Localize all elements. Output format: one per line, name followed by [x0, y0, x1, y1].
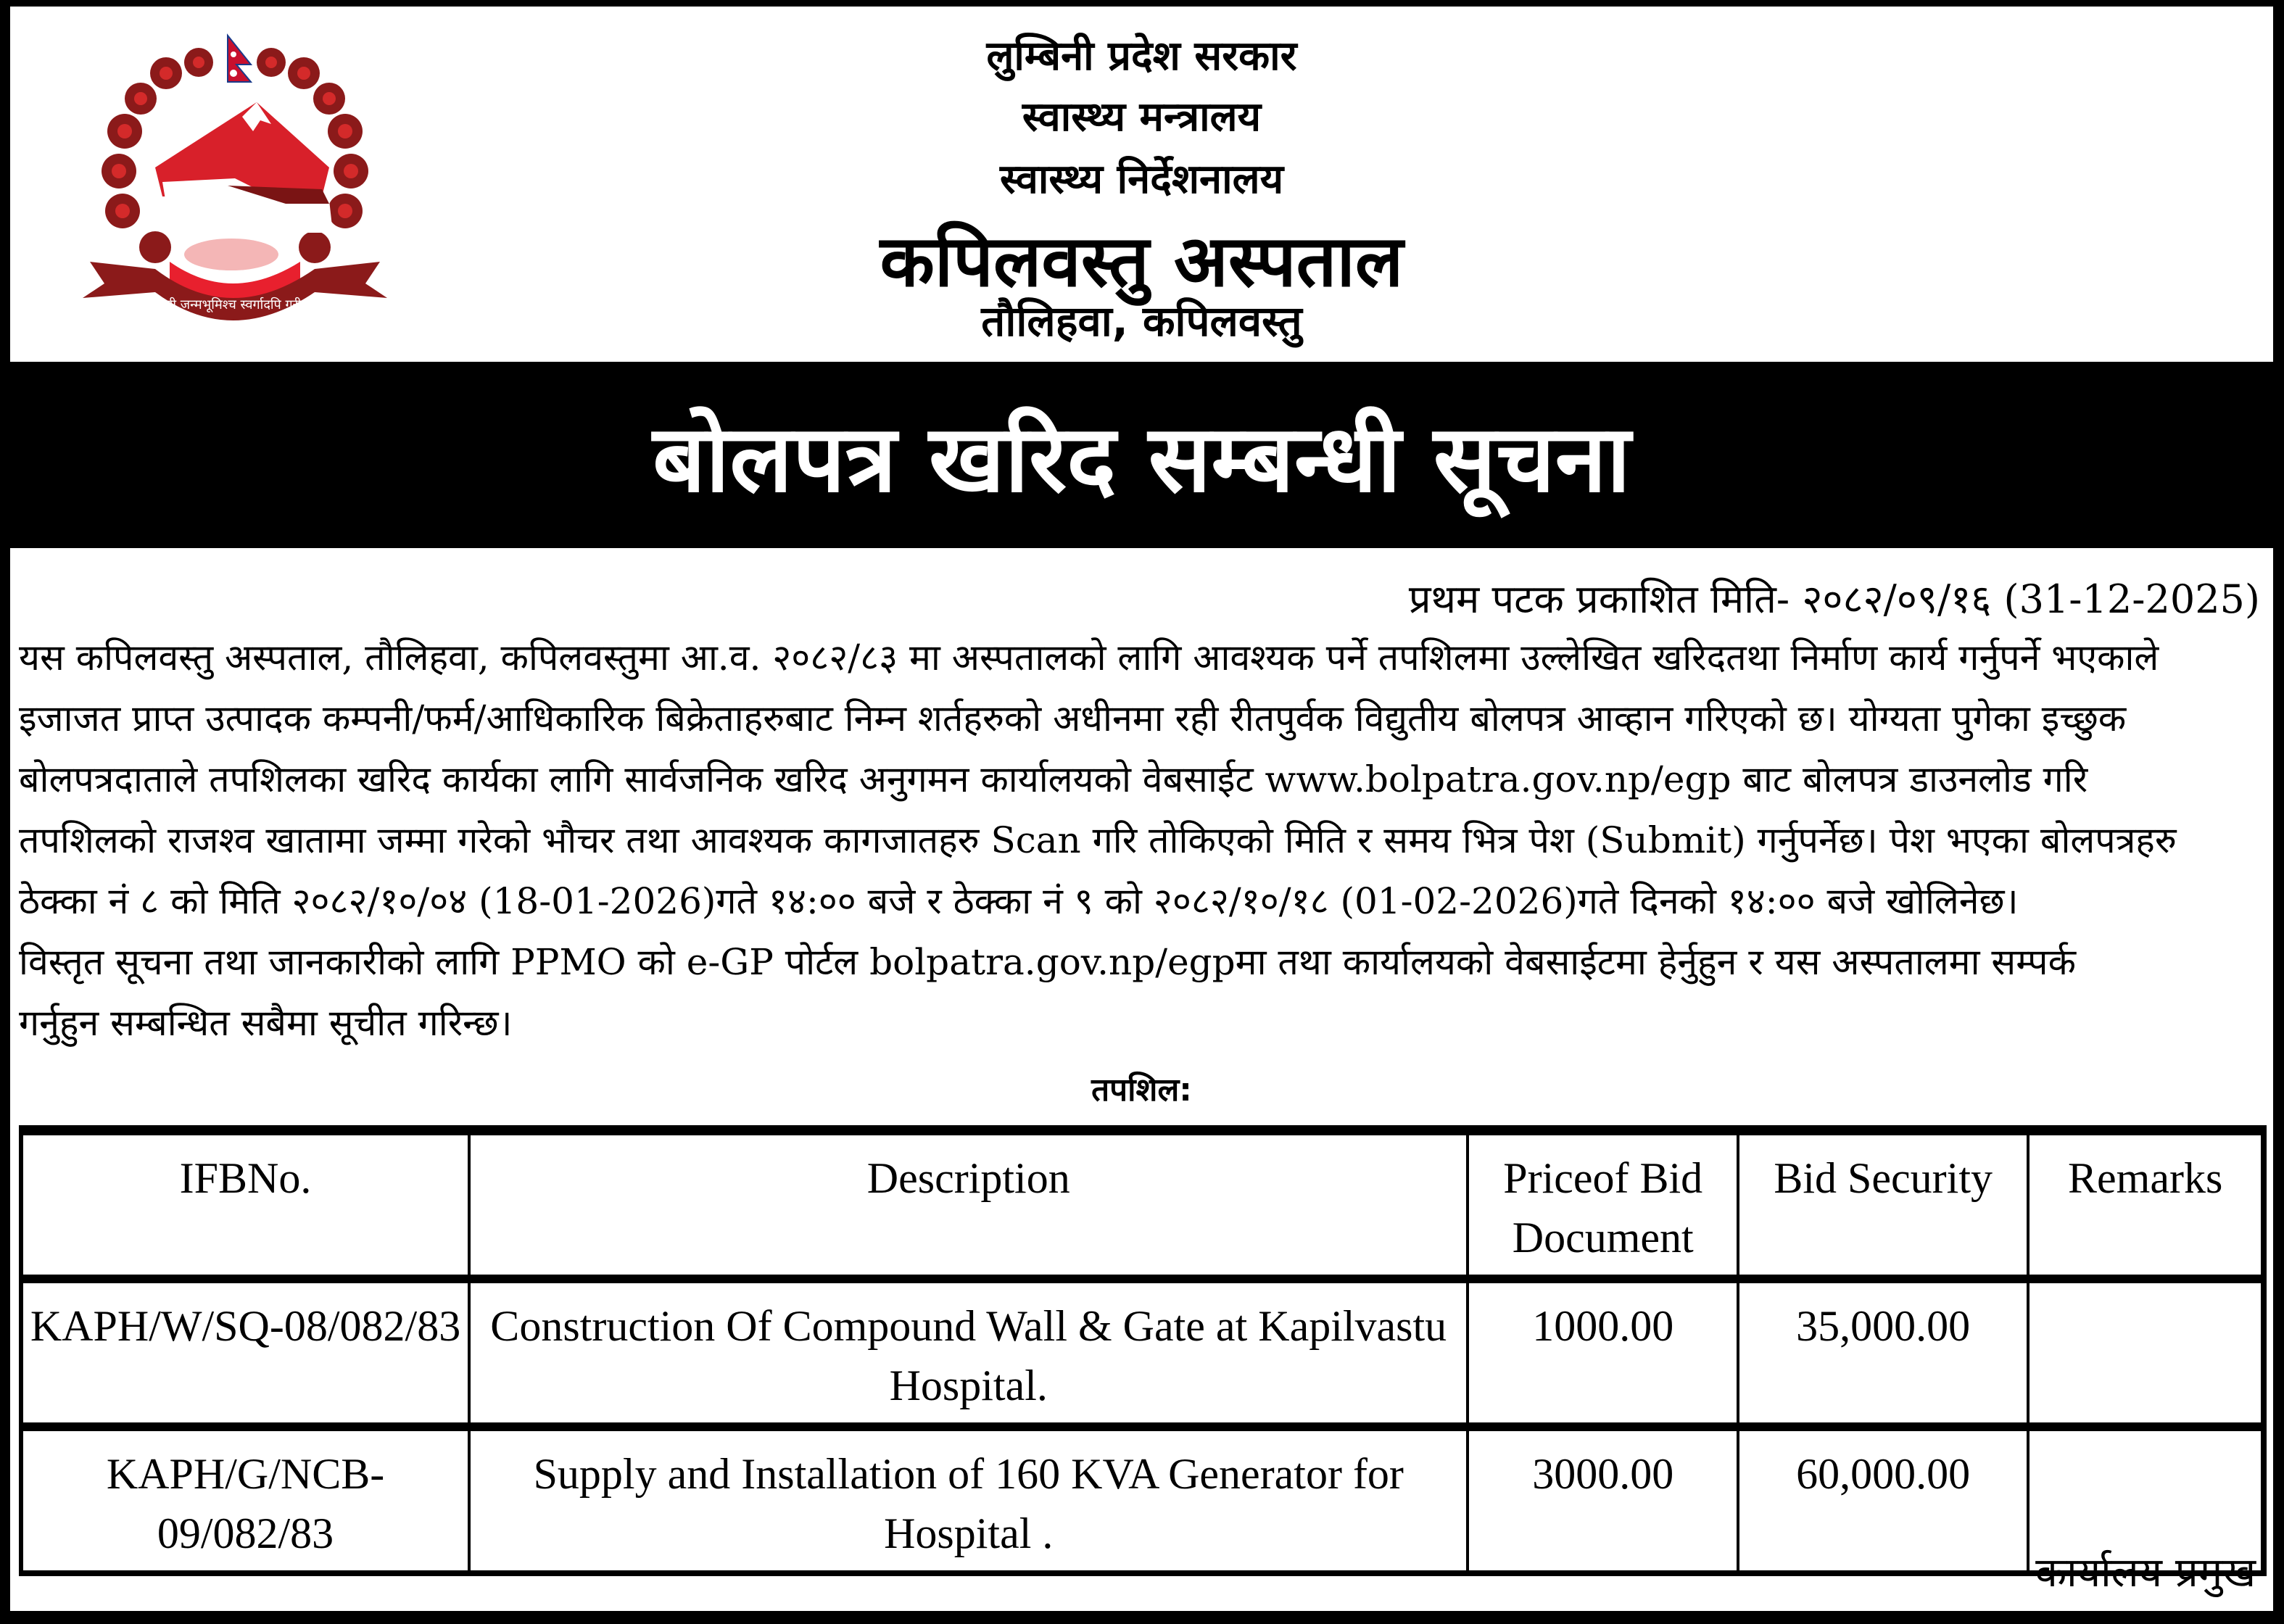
column-header-bid-security: Bid Security: [1738, 1130, 2028, 1279]
publication-date: प्रथम पटक प्रकाशित मिति- २०८२/०९/१६ (31-12-2025): [1408, 576, 2260, 622]
emblem-motto-text: जननी जन्मभूमिश्च स्वर्गादपि गरीयसी: [149, 297, 321, 312]
body-line: तपशिलको राजश्व खातामा जम्मा गरेको भौचर तथा आवश्यक कागजातहरु Scan गरि तोकिएको मिति र समय भित्र पेश (Submit) गर्नुपर्नेछ। पेश भएका बोलपत्रहरु: [19, 819, 2177, 861]
cell-ifb-no: KAPH/G/NCB-09/082/83: [21, 1427, 469, 1573]
table-header-row: [21, 1130, 2264, 1279]
notice-body: [19, 627, 2262, 1053]
ministry-heading: स्वास्थ्य मन्त्रालय: [1022, 94, 1262, 141]
cell-description: Construction Of Compound Wall & Gate at Kapilvastu Hospital.: [469, 1279, 1468, 1427]
cell-bid-security: 60,000.00: [1738, 1427, 2028, 1573]
notice-title: बोलपत्र खरिद सम्बन्धी सूचना: [653, 405, 1631, 513]
body-line: बोलपत्रदाताले तपशिलका खरिद कार्यका लागि सार्वजनिक खरिद अनुगमन कार्यालयको वेबसाईट www.bolpatra.gov.np/egp बाट बोलपत्र डाउनलोड गरि: [19, 758, 2088, 800]
schedule-label: तपशिल:: [1091, 1072, 1192, 1109]
cell-description: Supply and Installation of 160 KVA Generator for Hospital .: [469, 1427, 1468, 1573]
office-chief-signature: कार्यालय प्रमुख: [2035, 1549, 2256, 1596]
hospital-name: कपिलवस्तु अस्पताल: [880, 220, 1404, 303]
body-line: विस्तृत सूचना तथा जानकारीको लागि PPMO को e-GP पोर्टल bolpatra.gov.np/egpमा तथा कार्यालयको वेबसाईटमा हेर्नुहुन र यस अस्पतालमा सम्पर्क: [19, 941, 2076, 983]
province-government-heading: लुम्बिनी प्रदेश सरकार: [986, 33, 1297, 80]
directorate-heading: स्वास्थ्य निर्देशनालय: [999, 156, 1284, 203]
cell-remarks: [2028, 1279, 2264, 1427]
table-row: [21, 1427, 2264, 1573]
body-line: यस कपिलवस्तु अस्पताल, तौलिहवा, कपिलवस्तुमा आ.व. २०८२/८३ मा अस्पतालको लागि आवश्यक पर्ने तपशिलमा उल्लेखित खरिदतथा निर्माण कार्य गर्नुपर्ने भएकाले: [19, 637, 2159, 679]
column-header-remarks: Remarks: [2028, 1130, 2264, 1279]
body-line: गर्नुहुन सम्बन्धित सबैमा सूचीत गरिन्छ।: [19, 1002, 513, 1044]
body-line: इजाजत प्राप्त उत्पादक कम्पनी/फर्म/आधिकारिक बिक्रेताहरुबाट निम्न शर्तहरुको अधीनमा रही रीतपुर्वक विद्युतीय बोलपत्र आव्हान गरिएको छ। योग्यता पुगेका इच्छुक: [19, 697, 2127, 740]
notice-title-banner: [10, 362, 2273, 548]
cell-price-of-bid-document: 3000.00: [1468, 1427, 1738, 1573]
column-header-price-of-bid-document: Priceof Bid Document: [1468, 1130, 1738, 1279]
column-header-ifb-no: IFBNo.: [21, 1130, 469, 1279]
table-row: [21, 1279, 2264, 1427]
body-line: ठेक्का नं ८ को मिति २०८२/१०/०४ (18-01-2026)गते १४:०० बजे र ठेक्का नं ९ को २०८२/१०/१८ (01-02-2026)गते दिनको १४:०० बजे खोलिनेछ।: [19, 880, 2019, 922]
column-header-description: Description: [469, 1130, 1468, 1279]
cell-ifb-no: KAPH/W/SQ-08/082/83: [21, 1279, 469, 1427]
cell-bid-security: 35,000.00: [1738, 1279, 2028, 1427]
notice-page: [10, 7, 2273, 1611]
hospital-location: तौलिहवा, कपिलवस्तु: [981, 297, 1302, 346]
cell-price-of-bid-document: 1000.00: [1468, 1279, 1738, 1427]
bid-schedule-table: [19, 1125, 2267, 1576]
